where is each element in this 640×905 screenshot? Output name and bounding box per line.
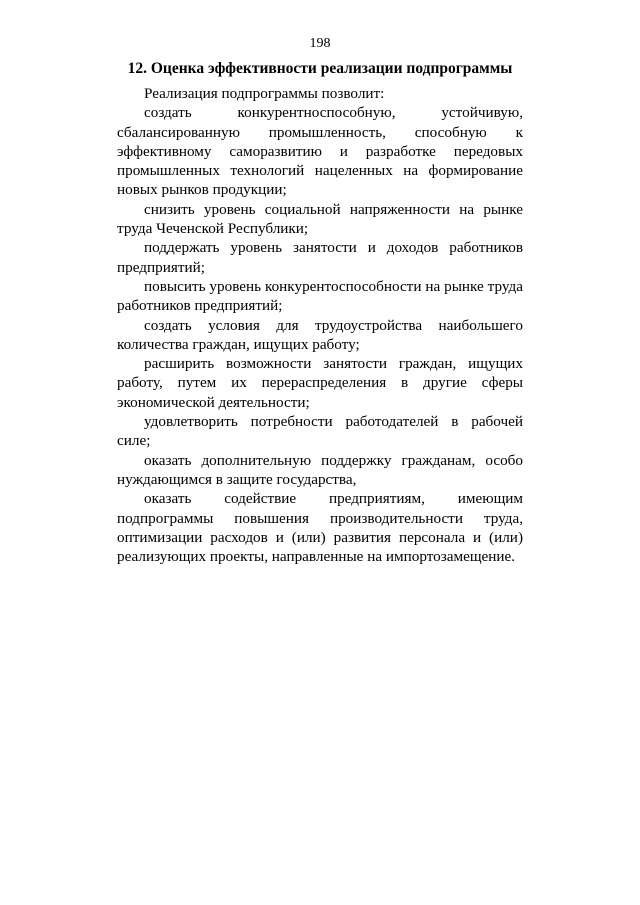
paragraph: повысить уровень конкурентоспособности на рынке труда работников предприятий; [117,277,523,315]
paragraph: создать конкурентноспособную, устойчивую, сбалансированную промышленность, способную к эффективному саморазвитию и разработке передовых промышленных технологий нацеленных на формирование новых рынков продукции; [117,104,523,199]
paragraph: поддержать уровень занятости и доходов работников предприятий; [117,239,523,276]
paragraph: оказать содействие предприятиям, имеющим подпрограммы повышения производительности труда, оптимизации расходов и (или) развития персонала и (или) реализующих проекты, направленные на импортозамещение. [117,490,523,566]
paragraph: расширить возможности занятости граждан, ищущих работу, путем их перераспределения в другие сферы экономической деятельности; [117,355,523,411]
page-number: 198 [309,36,331,51]
paragraph-intro: Реализация подпрограммы позволит: [144,85,385,102]
document-body [117,84,523,566]
paragraph: снизить уровень социальной напряженности на рынке труда Чеченской Республики; [117,200,523,238]
paragraph: оказать дополнительную поддержку гражданам, особо нуждающимся в защите государства, [117,451,523,488]
paragraph: удовлетворить потребности работодателей в рабочей силе; [117,413,523,450]
paragraph: создать условия для трудоустройства наибольшего количества граждан, ищущих работу; [117,316,523,353]
section-heading: 12. Оценка эффективности реализации подпрограммы [127,60,513,77]
